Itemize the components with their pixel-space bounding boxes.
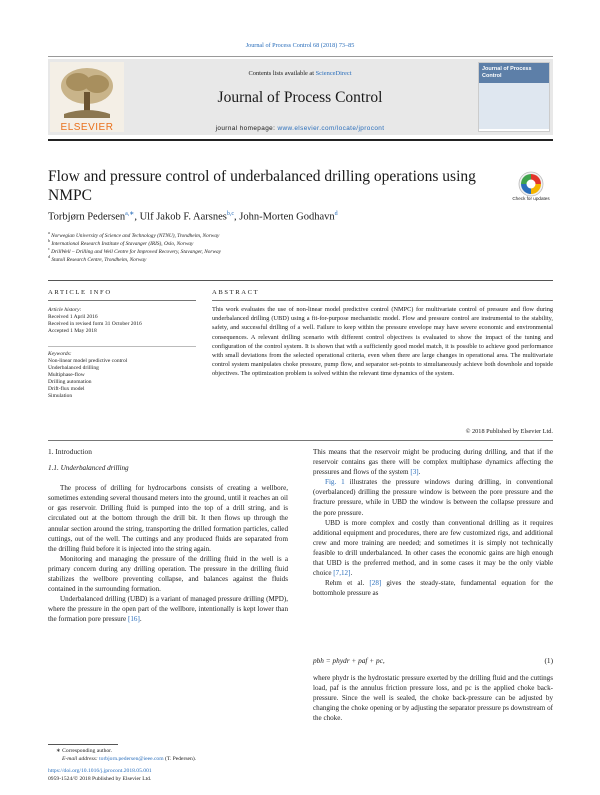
abstract-rule (212, 300, 553, 301)
citation-link[interactable]: [16] (127, 615, 140, 624)
author-list (48, 210, 553, 223)
footnote-rule (48, 744, 118, 745)
affiliation-marker: a (48, 230, 50, 235)
author-name[interactable]: Ulf Jakob F. Aarsnes (139, 211, 227, 223)
body-paragraph: Monitoring and managing the pressure of the drilling fluid in the well is a primary concern during any drilling operation. The pressure in the drilling fluid stabilizes the wellbore preventing collapse, and balances against the fluids contained in the surrounding formation. (48, 554, 288, 594)
body-paragraph: UBD is more complex and costly than conventional drilling as it requires additional equipment and procedures, there are few customized rigs, and additional crew and more training are needed; and sometimes it is simply not technically feasible to drill underbalanced. In other cases the economic gains are high enough that UBD is the preferred method, and in some cases it may be the only viable choice [7,12]. (313, 518, 553, 578)
header-thick-rule (48, 139, 553, 141)
email-suffix: (T. Pedersen). (163, 756, 197, 762)
history-label: Article history: (48, 307, 82, 313)
sciencedirect-link[interactable]: ScienceDirect (315, 70, 352, 77)
paragraph-text: UBD is more complex and costly than conventional drilling as it requires additional equipment and procedures, there are few customized rigs, and additional crew and more training are needed; and sometimes it is simply not technically feasible to drill underbalanced. In other cases the economic gains are high enough that UBD is the preferred method, and in some cases it may be the only viable choice (313, 518, 553, 578)
article-info-rule (48, 300, 196, 301)
email-link[interactable]: torbjorn.pedersen@ieee.com (99, 756, 164, 762)
article-info-subrule (48, 346, 196, 347)
doi-text[interactable]: https://doi.org/10.1016/j.jprocont.2018.05.001 (48, 768, 152, 774)
equation: pbh = phydr + paf + pc, (313, 656, 385, 665)
affiliation-text: DrillWell – Drilling and Well Centre for Improved Recovery, Stavanger, Norway (51, 248, 221, 255)
affiliation-marker: b (48, 238, 50, 243)
affiliation-text: Norwegian University of Science and Technology (NTNU), Trondheim, Norway (51, 232, 220, 239)
author-separator: , (234, 211, 240, 223)
author-separator: , (134, 211, 140, 223)
affiliation (48, 254, 553, 263)
affiliation-text: Statoil Research Centre, Trondheim, Norway (51, 256, 147, 263)
header-divider (48, 56, 553, 57)
history-entry: Received 1 April 2016 (48, 314, 98, 320)
keyword: Drilling automation (48, 379, 92, 385)
affiliation-text: International Research Institute of Stavanger (IRIS), Oslo, Norway (51, 240, 194, 247)
publisher-logo-text: ELSEVIER (60, 122, 114, 133)
body-paragraph (313, 477, 553, 517)
article-title: Flow and pressure control of underbalanced drilling operations using NMPC (48, 168, 476, 204)
cover-bottom-band (479, 83, 549, 129)
homepage-link[interactable]: www.elsevier.com/locate/jprocont (277, 125, 385, 132)
keyword: Drift-flux model (48, 386, 85, 392)
history-entry: Received in revised form 31 October 2016 (48, 321, 142, 327)
body-paragraph (313, 578, 553, 598)
body-right-column (313, 447, 553, 598)
paragraph-text: Underbalanced drilling (UBD) is a variant of managed pressure drilling (MPD), where the pressure in the open part of the wellbore, intentionally is kept lower than the formation pore pressure (48, 595, 288, 624)
abstract-text: This work evaluates the use of non-linear model predictive control (NMPC) for multivariate control of pressure and flow during underbalanced drilling (UBD) using a fit-for-purpose mechanistic model. Flow and pressure control are instrumental to the stability, safety, and successful drilling of a well. Failure to keep within the pressure envelope may have severe economic and environmental consequences. A relevant drilling scenario with different control objectives is evaluated to show the impact of the tuning and configuration of the control system. It is shown that with a sufficiently good model match, it is possible to achieve good performance with small deviations from the selected operational criteria, even when there are large changes in operational area. The multivariate control system manipulates choke pressure, pump flow, and separator set-points to simultaneously achieve both downhole and topside objectives. The optimization problem is solved within the relevant time dynamics of the system. (212, 306, 553, 378)
contents-availability (130, 70, 470, 77)
body-paragraph: This means that the reservoir might be producing during drilling, and that if the reservoir contains gas there will be complex multiphase dynamics affecting the pressures and flows of the system [3]. (313, 448, 553, 477)
journal-title: Journal of Process Control (217, 89, 383, 106)
body-paragraph: The process of drilling for hydrocarbons consists of creating a wellbore, sometimes extending several thousand meters into the ground, until it reaches an oil or gas reservoir. Drilling fluid is pumped into the top of a drill string, and is circulated out at the bottom through the drill bit. It then flows up through the annular section around the string, transporting the drilled formation particles, called cuttings, out of the well. The cuttings and any produced fluids are separated from the drilling fluid before it is injected into the string again. (48, 484, 288, 553)
journal-homepage (130, 125, 470, 132)
corresponding-author-note: ∗ Corresponding author. (56, 748, 113, 754)
citation-link[interactable]: [28] (369, 579, 382, 588)
issn-line: 0959-1524/© 2018 Published by Elsevier Ltd. (48, 776, 152, 782)
front-matter-bottom-rule (48, 440, 553, 441)
doi-link[interactable] (48, 768, 308, 776)
keyword: Underbalanced drilling (48, 365, 99, 371)
author-affiliation-marker[interactable]: a,∗ (125, 211, 135, 217)
affiliation-marker: c (48, 246, 50, 251)
citation-link[interactable]: [7,12] (333, 569, 351, 578)
keywords-label: Keywords: (48, 351, 72, 357)
body-right-column-continued (313, 673, 553, 723)
title-block-divider (48, 280, 553, 281)
section-heading: 1. Introduction (48, 447, 92, 456)
homepage-prefix: journal homepage: (215, 125, 278, 132)
subsection-heading: 1.1. Underbalanced drilling (48, 464, 129, 473)
article-history (48, 307, 196, 335)
author-affiliation-marker[interactable]: b,c (226, 211, 234, 217)
paragraph-text: gives the steady-state, fundamental equation for the bottomhole pressure as (313, 579, 553, 598)
paragraph-text: illustrates the pressure windows during drilling, in conventional (overbalanced) drilling the pressure window is between the pore pressure and the fracture pressure, while in UBD the window is between the collapse pressure and the pore pressure. (313, 478, 553, 517)
body-paragraph: where phydr is the hydrostatic pressure exerted by the drilling fluid and the cuttings load, paf is the annulus friction pressure loss, and pc is the applied choke back-pressure. Since the well is sealed, the choke back-pressure can be adjusted by changing the choke opening or by adjusting the separator pressure ps downstream of the choke. (313, 674, 553, 723)
paragraph-text: This means that the reservoir might be producing during drilling, and that if the reservoir contains gas there will be complex multiphase dynamics affecting the pressures and flows of the system (313, 448, 553, 477)
cover-title: Journal of Process Control (482, 66, 532, 79)
author-name[interactable]: John-Morten Godhavn (239, 211, 335, 223)
journal-reference[interactable]: Journal of Process Control 68 (2018) 73–85 (245, 42, 355, 49)
citation-link[interactable]: [3] (410, 468, 419, 477)
keyword: Simulation (48, 393, 73, 399)
figure-link[interactable]: Fig. 1 (325, 478, 345, 487)
keywords-block (48, 351, 196, 400)
keyword: Multiphase-flow (48, 372, 85, 378)
history-entry: Accepted 1 May 2018 (48, 328, 97, 334)
email-label: E-mail address: (62, 756, 100, 762)
email-footnote (62, 756, 322, 764)
crossmark-label[interactable]: Check for updates (512, 196, 550, 201)
body-left-column (48, 447, 288, 625)
abstract-copyright: © 2018 Published by Elsevier Ltd. (465, 428, 553, 435)
author-name[interactable]: Torbjørn Pedersen (48, 211, 126, 223)
body-paragraph: Underbalanced drilling (UBD) is a variant of managed pressure drilling (MPD), where the pressure in the open part of the wellbore, intentionally is kept lower than the formation pore pressure [16]. (48, 595, 288, 624)
abstract-heading: ABSTRACT (212, 289, 260, 296)
keyword: Non-linear model predictive control (48, 358, 128, 364)
author-affiliation-marker[interactable]: d (334, 211, 338, 217)
contents-prefix: Contents lists available at (248, 70, 316, 77)
equation-number: (1) (544, 656, 553, 665)
paragraph-text: Rehm et al. (325, 579, 370, 588)
affiliation-marker: d (48, 254, 50, 259)
article-info-heading: ARTICLE INFO (48, 289, 112, 296)
